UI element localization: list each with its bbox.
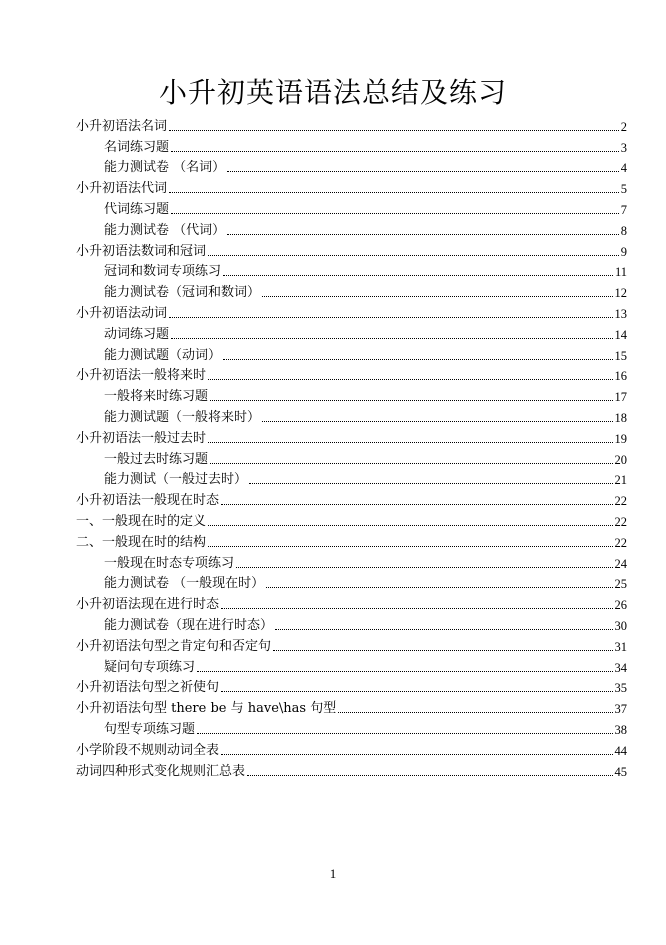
toc-leader-dots: [221, 504, 612, 505]
toc-entry[interactable]: [76, 530, 627, 551]
toc-entry[interactable]: [76, 634, 627, 655]
toc-entry-page: 8: [620, 223, 627, 238]
toc-entry-title: 名词练习题: [104, 139, 170, 155]
toc-entry-page: 7: [620, 202, 627, 217]
toc-entry[interactable]: [76, 260, 627, 281]
toc-leader-dots: [227, 234, 619, 235]
toc-entry-page: 31: [614, 639, 627, 654]
page-title: 小升初英语语法总结及练习: [158, 76, 507, 109]
toc-leader-dots: [266, 587, 612, 588]
toc-entry-title: 能力测试题（一般将来时）: [104, 409, 261, 425]
toc-entry-page: 35: [614, 681, 627, 696]
toc-entry-page: 16: [614, 369, 627, 384]
toc-entry-page: 4: [620, 161, 627, 176]
toc-entry[interactable]: [76, 405, 627, 426]
toc-entry-page: 24: [614, 556, 627, 571]
toc-entry-title: 小升初语法数词和冠词: [76, 243, 207, 259]
toc-leader-dots: [169, 130, 619, 131]
toc-entry-title: 能力测试卷 （代词）: [104, 222, 226, 238]
toc-entry-page: 5: [620, 182, 627, 197]
toc-entry-title: 小学阶段不规则动词全表: [76, 742, 220, 758]
toc-entry-title: 动词四种形式变化规则汇总表: [76, 763, 246, 779]
toc-entry-page: 38: [614, 722, 627, 737]
toc-entry-title: 一般将来时练习题: [104, 389, 209, 405]
toc-leader-dots: [221, 754, 612, 755]
toc-entry-title: 能力测试卷 （名词）: [104, 160, 226, 176]
toc-entry-title: 句型专项练习题: [104, 721, 196, 737]
toc-leader-dots: [273, 650, 612, 651]
toc-leader-dots: [171, 213, 619, 214]
toc-leader-dots: [223, 275, 613, 276]
toc-entry-title: 小升初语法句型之肯定句和否定句: [76, 638, 272, 654]
toc-entry-page: 22: [614, 535, 627, 550]
toc-entry-page: 15: [614, 348, 627, 363]
toc-entry-page: 12: [614, 286, 627, 301]
toc-entry[interactable]: [76, 218, 627, 239]
toc-entry[interactable]: [76, 655, 627, 676]
toc-entry-title: 能力测试卷（冠词和数词）: [104, 285, 261, 301]
toc-entry-title: 小升初语法动词: [76, 305, 168, 321]
toc-leader-dots: [171, 151, 619, 152]
toc-entry-page: 13: [614, 306, 627, 321]
toc-entry[interactable]: [76, 572, 627, 593]
toc-leader-dots: [197, 671, 612, 672]
toc-leader-dots: [236, 567, 612, 568]
toc-leader-dots: [197, 733, 612, 734]
toc-entry[interactable]: [76, 280, 627, 301]
toc-entry-title: 小升初语法名词: [76, 118, 168, 134]
toc-leader-dots: [171, 338, 612, 339]
toc-entry-title: 二、一般现在时的结构: [76, 534, 207, 550]
toc-entry-page: 3: [620, 140, 627, 155]
toc-leader-dots: [208, 379, 612, 380]
toc-entry[interactable]: [76, 197, 627, 218]
toc-entry-title: 能力测试卷 （一般现在时）: [104, 576, 265, 592]
toc-entry-page: 25: [614, 577, 627, 592]
toc-leader-dots: [169, 192, 619, 193]
toc-entry-page: 44: [614, 743, 627, 758]
toc-entry[interactable]: [76, 613, 627, 634]
toc-leader-dots: [210, 463, 612, 464]
toc-entry[interactable]: [76, 509, 627, 530]
toc-entry-page: 20: [614, 452, 627, 467]
toc-entry[interactable]: [76, 447, 627, 468]
toc-entry[interactable]: [76, 676, 627, 697]
toc-entry[interactable]: [76, 176, 627, 197]
toc-entry-title: 小升初语法一般现在时态: [76, 493, 220, 509]
toc-entry[interactable]: [76, 156, 627, 177]
toc-entry[interactable]: [76, 592, 627, 613]
toc-entry-title: 小升初语法句型 there be 与 have\has 句型: [76, 701, 337, 717]
toc-leader-dots: [208, 525, 612, 526]
toc-entry-page: 22: [614, 494, 627, 509]
toc-leader-dots: [262, 296, 612, 297]
toc-entry-title: 能力测试题（动词）: [104, 347, 222, 363]
toc-leader-dots: [208, 546, 612, 547]
toc-entry[interactable]: [76, 426, 627, 447]
toc-leader-dots: [247, 775, 612, 776]
toc-entry-title: 一、一般现在时的定义: [76, 513, 207, 529]
toc-entry[interactable]: [76, 384, 627, 405]
toc-entry-title: 小升初语法句型之祈使句: [76, 680, 220, 696]
toc-entry-page: 37: [614, 702, 627, 717]
toc-entry-title: 冠词和数词专项练习: [104, 264, 222, 280]
toc-entry-page: 34: [614, 660, 627, 675]
toc-entry[interactable]: [76, 468, 627, 489]
toc-entry[interactable]: [76, 696, 627, 717]
toc-leader-dots: [262, 421, 612, 422]
toc-entry-title: 疑问句专项练习: [104, 659, 196, 675]
toc-entry-title: 一般过去时练习题: [104, 451, 209, 467]
toc-entry[interactable]: [76, 301, 627, 322]
toc-entry-page: 18: [614, 410, 627, 425]
toc-leader-dots: [249, 483, 612, 484]
toc-leader-dots: [275, 629, 612, 630]
toc-entry-page: 30: [614, 618, 627, 633]
toc-entry[interactable]: [76, 114, 627, 135]
toc-entry-title: 动词练习题: [104, 326, 170, 342]
toc-entry[interactable]: [76, 343, 627, 364]
toc-entry[interactable]: [76, 322, 627, 343]
toc-leader-dots: [223, 359, 612, 360]
toc-entry-page: 26: [614, 598, 627, 613]
toc-entry-page: 22: [614, 514, 627, 529]
toc-entry[interactable]: [76, 135, 627, 156]
toc-entry-page: 17: [614, 390, 627, 405]
toc-entry-page: 9: [620, 244, 627, 259]
toc-entry-title: 代词练习题: [104, 201, 170, 217]
toc-entry-title: 小升初语法代词: [76, 181, 168, 197]
toc-entry-page: 21: [614, 473, 627, 488]
toc-entry-title: 小升初语法现在进行时态: [76, 597, 220, 613]
toc-leader-dots: [338, 712, 612, 713]
toc-entry[interactable]: [76, 738, 627, 759]
toc-leader-dots: [169, 317, 612, 318]
toc-entry-page: 14: [614, 327, 627, 342]
toc-entry[interactable]: [76, 364, 627, 385]
toc-leader-dots: [208, 442, 612, 443]
toc-entry-title: 小升初语法一般将来时: [76, 368, 207, 384]
toc-leader-dots: [208, 255, 619, 256]
toc-entry-title: 一般现在时态专项练习: [104, 555, 235, 571]
toc-entry-page: 11: [614, 265, 627, 280]
toc-entry[interactable]: [76, 759, 627, 780]
toc-leader-dots: [227, 171, 619, 172]
toc-entry[interactable]: [76, 488, 627, 509]
page-number: 1: [329, 866, 337, 881]
toc-leader-dots: [221, 691, 612, 692]
toc-leader-dots: [210, 400, 612, 401]
table-of-contents: [76, 114, 627, 780]
toc-entry[interactable]: [76, 551, 627, 572]
toc-entry-page: 19: [614, 431, 627, 446]
toc-leader-dots: [221, 608, 612, 609]
toc-entry-title: 能力测试（一般过去时）: [104, 472, 248, 488]
toc-entry-page: 2: [620, 119, 627, 134]
toc-entry[interactable]: [76, 239, 627, 260]
toc-entry[interactable]: [76, 717, 627, 738]
toc-entry-title: 小升初语法一般过去时: [76, 430, 207, 446]
toc-entry-page: 45: [614, 764, 627, 779]
toc-entry-title: 能力测试卷（现在进行时态）: [104, 617, 274, 633]
